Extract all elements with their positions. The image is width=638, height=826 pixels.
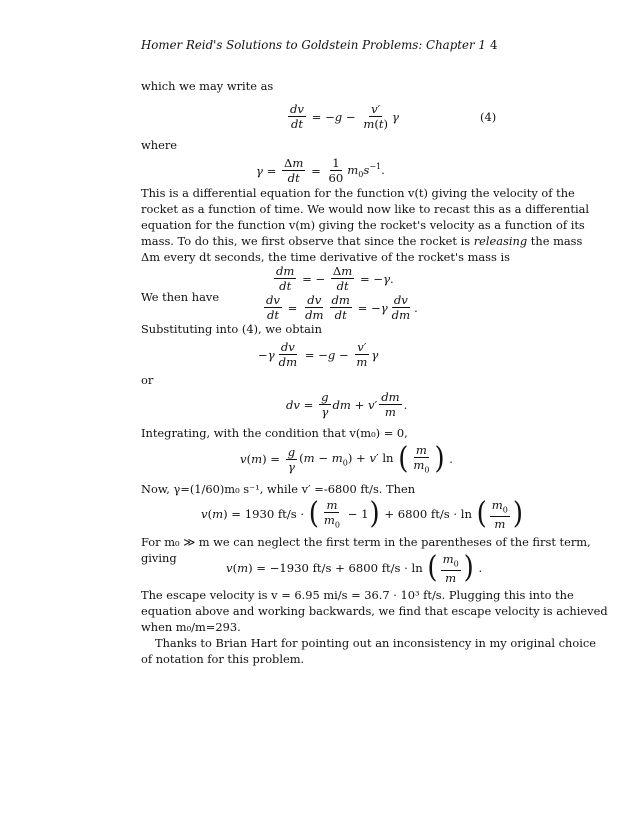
body-text-now: Now, γ=(1/60)m₀ s⁻¹, while v′ =-6800 ft/s. Then (141, 482, 416, 496)
body-text-where: where (141, 138, 178, 152)
body-text-or: or (141, 373, 154, 387)
para1-line4-part1: mass. To do this, we first observe that since the rocket is (141, 234, 471, 248)
body-text-para1-line5: Δm every dt seconds, the time derivative of the rocket's mass is (141, 250, 510, 264)
body-text-thanks-line1: Thanks to Brian Hart for pointing out an inconsistency in my original choice (155, 636, 596, 650)
body-text-para1-line3: equation for the function v(m) giving the rocket's velocity as a function of its (141, 218, 585, 232)
body-text-thanks-line2: of notation for this problem. (141, 652, 305, 666)
equation-number: (4) (480, 110, 497, 124)
body-text-escape-line3: when m₀/m=293. (141, 620, 241, 634)
body-text-intro: which we may write as (141, 79, 274, 93)
para1-line4-part2: the mass (530, 234, 583, 248)
body-text-para1-line2: rocket as a function of time. We would now like to recast this as a differential (141, 202, 590, 216)
body-text-for-line2: giving (141, 551, 177, 565)
body-text-we-then-have: We then have (141, 290, 220, 304)
body-text-substituting: Substituting into (4), we obtain (141, 322, 322, 336)
equation-approx: v(m) = −1930 ft/s + 6800 ft/s · ln ( $\frac{m_0}{m}$ ) . (226, 551, 483, 586)
body-text-for-line1: For m₀ ≫ m we can neglect the first term in the parentheses of the first term, (141, 535, 591, 549)
running-header: Homer Reid's Solutions to Goldstein Problems: Chapter 1 (141, 38, 486, 52)
body-text-para1-line4 (141, 234, 582, 250)
equation-dv: dv = $\frac{g}{\gamma}$ dm + v′ $\frac{dm}{m}$ . (286, 390, 408, 420)
body-text-para1-line1: This is a differential equation for the function v(t) giving the velocity of the (141, 186, 575, 200)
body-text-integrating: Integrating, with the condition that v(m₀) = 0, (141, 426, 408, 440)
equation-dm-dt: $\frac{dm}{dt}$ = − $\frac{\Delta m}{dt}$ = −γ. (276, 264, 394, 294)
equation-chain-rule: $\frac{dv}{dt}$ = $\frac{dv}{dm}$ $\frac{dm}{dt}$ = −γ $\frac{dv}{dm}$ . (266, 293, 418, 323)
equation-gamma: γ = $\frac{\Delta m}{dt}$ = $\frac{1}{60}$ $m_0s^{-1}$. (256, 156, 385, 186)
equation-vm: v(m) = $\frac{g}{\gamma}$ $(m - m_0) + v'$ ln ( $\frac{m}{m_0}$ ) . (240, 442, 453, 477)
body-text-escape-line1: The escape velocity is v = 6.95 mi/s = 36.7 · 10³ ft/s. Plugging this into the (141, 588, 574, 602)
equation-4: $\frac{dv}{dt}$ = −g − $\frac{v'}{m(t)}$ γ (290, 102, 399, 132)
para1-line4-emphasis: releasing (473, 234, 528, 248)
equation-substituted: −γ $\frac{dv}{dm}$ = −g − $\frac{v'}{m}$ γ (258, 340, 379, 370)
page-number: 4 (490, 38, 498, 52)
body-text-escape-line2: equation above and working backwards, we find that escape velocity is achieved (141, 604, 608, 618)
equation-vm-numeric: v(m) = 1930 ft/s · ( $\frac{m}{m_0}$ − 1 ) + 6800 ft/s · ln ( $\frac{m_0}{m}$ ) (201, 497, 524, 532)
